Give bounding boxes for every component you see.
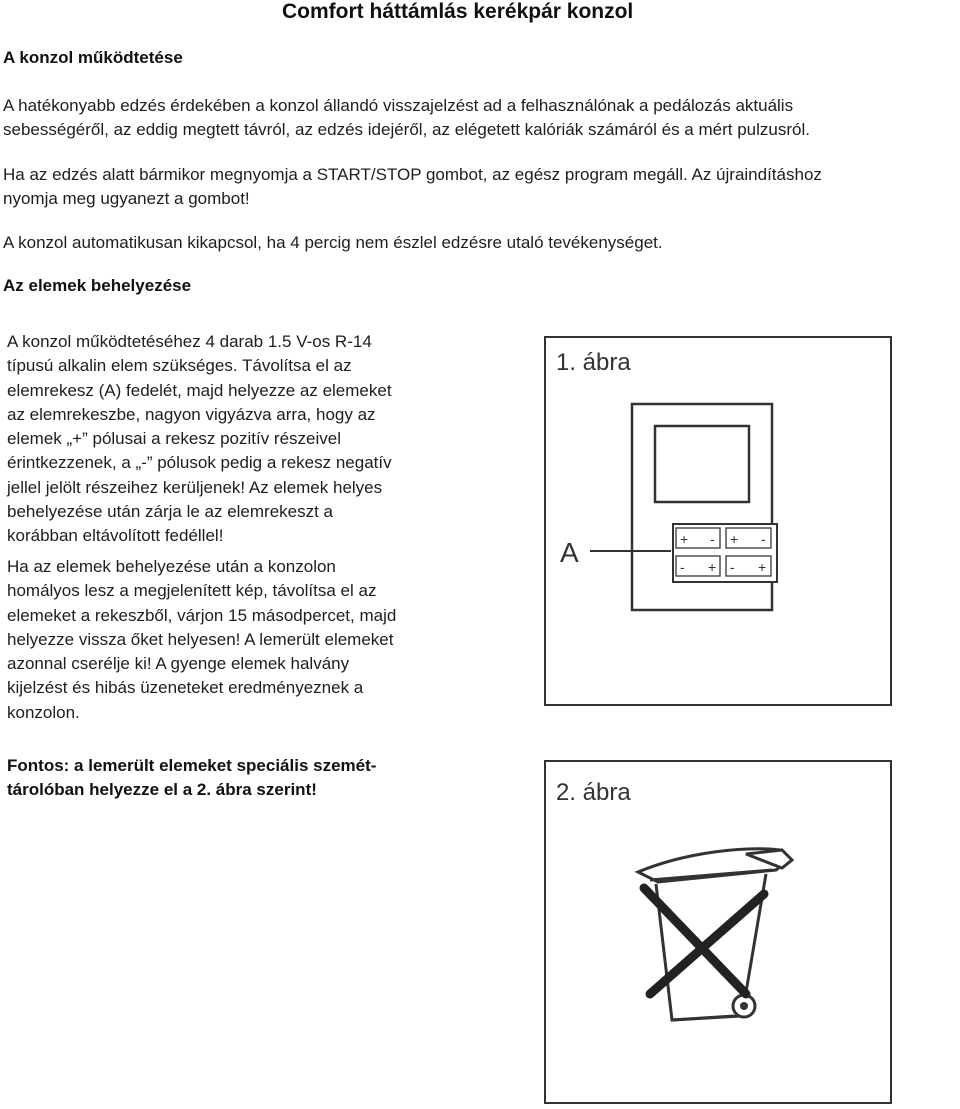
text-line: homályos lesz a megjelenített kép, távolítsa el az — [7, 581, 377, 601]
paragraph-blurry-display — [7, 555, 477, 725]
text-line: kijelzést és hibás üzeneteket eredményeznek a — [7, 678, 364, 698]
text-line: nyomja meg ugyanezt a gombot! — [3, 189, 250, 208]
figure-1-caption: 1. ábra — [556, 349, 631, 376]
svg-text:+: + — [730, 531, 739, 547]
figure-2-drawing — [546, 762, 890, 1102]
text-line: az elemrekeszbe, nagyon vigyázva arra, hogy az — [7, 404, 376, 424]
text-line: érintkezzenek, a „-” pólusok pedig a rekesz negatív — [7, 453, 392, 473]
battery-cell — [676, 556, 720, 576]
console-display — [655, 426, 749, 502]
figure-1-label-a: A — [560, 537, 579, 568]
text-line: Ha az edzés alatt bármikor megnyomja a START/STOP gombot, az egész program megáll. Az újraindításhoz — [3, 165, 822, 184]
text-line: elemeket a rekeszből, várjon 15 másodpercet, majd — [7, 605, 397, 625]
text-line: helyezze vissza őket helyesen! A lemerült elemeket — [7, 629, 394, 649]
text-line: elemrekesz (A) fedelét, majd helyezze az elemeket — [7, 380, 392, 400]
svg-text:-: - — [761, 531, 766, 547]
paragraph-feedback — [3, 94, 810, 142]
text-line: típusú alkalin elem szükséges. Távolítsa el az — [7, 356, 352, 376]
battery-cell — [726, 556, 771, 576]
text-line: Fontos: a lemerült elemeket speciális szemét- — [7, 756, 377, 775]
text-line: A konzol működtetéséhez 4 darab 1.5 V-os R-14 — [7, 332, 372, 351]
battery-cell — [726, 528, 771, 548]
svg-text:-: - — [730, 559, 735, 575]
svg-text:-: - — [680, 559, 685, 575]
figure-2-caption: 2. ábra — [556, 779, 631, 806]
text-line: A hatékonyabb edzés érdekében a konzol állandó visszajelzést ad a felhasználónak a pedálozás aktuális — [3, 96, 794, 115]
paragraph-battery-install — [7, 330, 477, 549]
svg-text:+: + — [758, 559, 767, 575]
section-heading-operation: A konzol működtetése — [3, 48, 183, 67]
important-note — [7, 754, 467, 802]
paragraph-auto-off: A konzol automatikusan kikapcsol, ha 4 percig nem észlel edzésre utaló tevékenységet. — [3, 233, 663, 252]
battery-cell — [676, 528, 720, 548]
text-line: behelyezése után zárja le az elemrekeszt a — [7, 502, 334, 522]
text-line: Ha az elemek behelyezése után a konzolon — [7, 557, 336, 576]
document-title: Comfort háttámlás kerékpár konzol — [282, 0, 634, 23]
figure-1-battery-compartment — [544, 336, 892, 706]
text-line: konzolon. — [7, 702, 80, 722]
text-line: azonnal cserélje ki! A gyenge elemek halvány — [7, 654, 350, 674]
text-line: elemek „+” pólusai a rekesz pozitív részeivel — [7, 429, 341, 449]
figure-2-disposal-symbol — [544, 760, 892, 1104]
svg-text:+: + — [680, 531, 689, 547]
text-line: jellel jelölt részeihez kerüljenek! Az elemek helyes — [7, 477, 383, 497]
crossed-out-bin-icon — [638, 849, 792, 1020]
svg-text:+: + — [708, 559, 717, 575]
text-line: tárolóban helyezze el a 2. ábra szerint! — [7, 780, 317, 799]
figure-1-drawing — [546, 338, 890, 704]
section-heading-batteries: Az elemek behelyezése — [3, 276, 192, 295]
text-line: sebességéről, az eddig megtett távról, az edzés idejéről, az elégetett kalóriák számáról és a mért pulzusról. — [3, 120, 810, 139]
text-line: korábban eltávolított fedéllel! — [7, 526, 224, 546]
svg-text:-: - — [710, 531, 715, 547]
paragraph-start-stop — [3, 163, 822, 211]
